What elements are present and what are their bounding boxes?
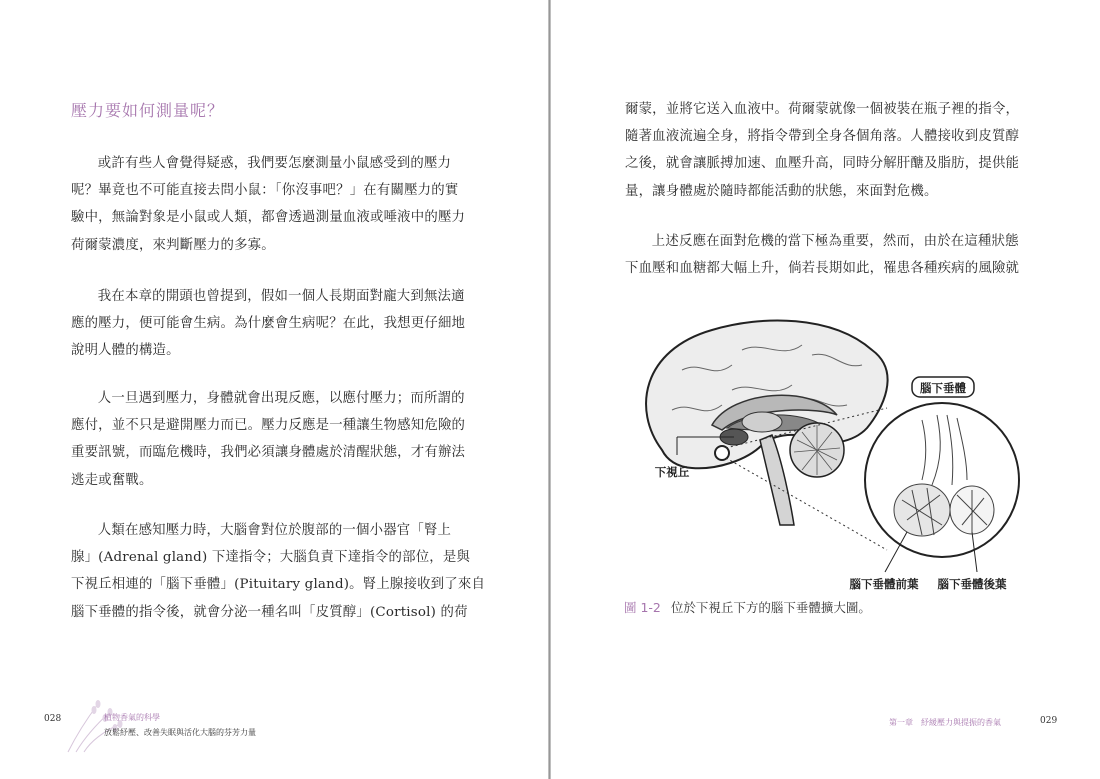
brainstem bbox=[760, 435, 794, 525]
page-number-right: 029 bbox=[1040, 716, 1058, 726]
text-line: 說明人體的構造。 bbox=[71, 343, 180, 359]
pituitary-label: 腦下垂體 bbox=[920, 381, 966, 395]
zoom-circle bbox=[865, 403, 1019, 557]
text-line: 下視丘相連的「腦下垂體」(Pituitary gland)。腎上腺接收到了來自 bbox=[71, 577, 486, 593]
paragraph-1 bbox=[71, 150, 481, 259]
text-line: 呢？畢竟也不可能直接去問小鼠：「你沒事吧？」在有關壓力的實 bbox=[71, 183, 459, 199]
text-line: 人一旦遇到壓力，身體就會出現反應，以應付壓力；而所謂的 bbox=[97, 391, 465, 406]
text-line: 腺」(Adrenal gland) 下達指令；大腦負責下達指令的部位，是與 bbox=[71, 550, 471, 566]
text-line: 重要訊號，而臨危機時，我們必須讓身體處於清醒狀態，才有辦法 bbox=[71, 445, 466, 461]
chapter-footer: 第一章 紓緩壓力與提振的香氣 bbox=[889, 718, 1001, 727]
figure-caption-text: 位於下視丘下方的腦下垂體擴大圖。 bbox=[670, 600, 871, 615]
text-line: 下血壓和血糖都大幅上升，倘若長期如此，罹患各種疾病的風險就 bbox=[625, 261, 1020, 277]
lavender-decoration-icon bbox=[58, 694, 128, 754]
text-line: 我在本章的開頭也曾提到，假如一個人長期面對龐大到無法適 bbox=[97, 289, 465, 304]
section-heading: 壓力要如何測量呢？ bbox=[71, 101, 225, 120]
paragraph-6 bbox=[625, 228, 1035, 282]
anterior-lobe-label: 腦下垂體前葉 bbox=[849, 577, 919, 591]
text-line: 應的壓力，便可能會生病。為什麼會生病呢？在此，我想更仔細地 bbox=[71, 316, 466, 332]
text-line: 或許有些人會覺得疑惑，我們要怎麼測量小鼠感受到的壓力 bbox=[97, 156, 452, 171]
page-number-left: 028 bbox=[44, 714, 62, 724]
paragraph-3 bbox=[71, 385, 481, 494]
text-line: 爾蒙，並將它送入血液中。荷爾蒙就像一個被裝在瓶子裡的指令， bbox=[625, 102, 1020, 117]
paragraph-2 bbox=[71, 283, 481, 365]
text-line: 量，讓身體處於隨時都能活動的狀態，來面對危機。 bbox=[625, 183, 938, 199]
book-title: 植物香氣的科學 bbox=[104, 713, 160, 722]
paragraph-4 bbox=[71, 517, 486, 626]
text-line: 腦下垂體的指令後，就會分泌一種名叫「皮質醇」(Cortisol) 的荷 bbox=[71, 604, 468, 620]
posterior-lobe-label: 腦下垂體後葉 bbox=[937, 577, 1007, 591]
figure-number: 圖 1-2 bbox=[624, 600, 661, 615]
text-line: 荷爾蒙濃度，來判斷壓力的多寡。 bbox=[71, 237, 275, 253]
text-line: 應付，並不只是避開壓力而已。壓力反應是一種讓生物感知危險的 bbox=[71, 418, 466, 434]
text-line: 逃走或奮戰。 bbox=[71, 472, 153, 488]
text-line: 之後，就會讓脈搏加速、血壓升高，同時分解肝醣及脂肪，提供能 bbox=[625, 156, 1020, 172]
book-subtitle: 放鬆紓壓、改善失眠與活化大腦的芬芳力量 bbox=[104, 728, 256, 737]
figure-caption bbox=[624, 598, 871, 616]
text-line: 隨著血液流遍全身，將指令帶到全身各個角落。人體接收到皮質醇 bbox=[625, 129, 1020, 145]
text-line: 驗中，無論對象是小鼠或人類，都會透過測量血液或唾液中的壓力 bbox=[71, 210, 466, 226]
left-page bbox=[0, 0, 548, 779]
paragraph-5 bbox=[625, 96, 1035, 205]
brain-pituitary-figure bbox=[622, 310, 1042, 600]
text-line: 上述反應在面對危機的當下極為重要，然而，由於在這種狀態 bbox=[651, 234, 1019, 249]
hypothalamus-label: 下視丘 bbox=[654, 465, 690, 479]
text-line: 人類在感知壓力時，大腦會對位於腹部的一個小器官「腎上 bbox=[97, 523, 452, 538]
